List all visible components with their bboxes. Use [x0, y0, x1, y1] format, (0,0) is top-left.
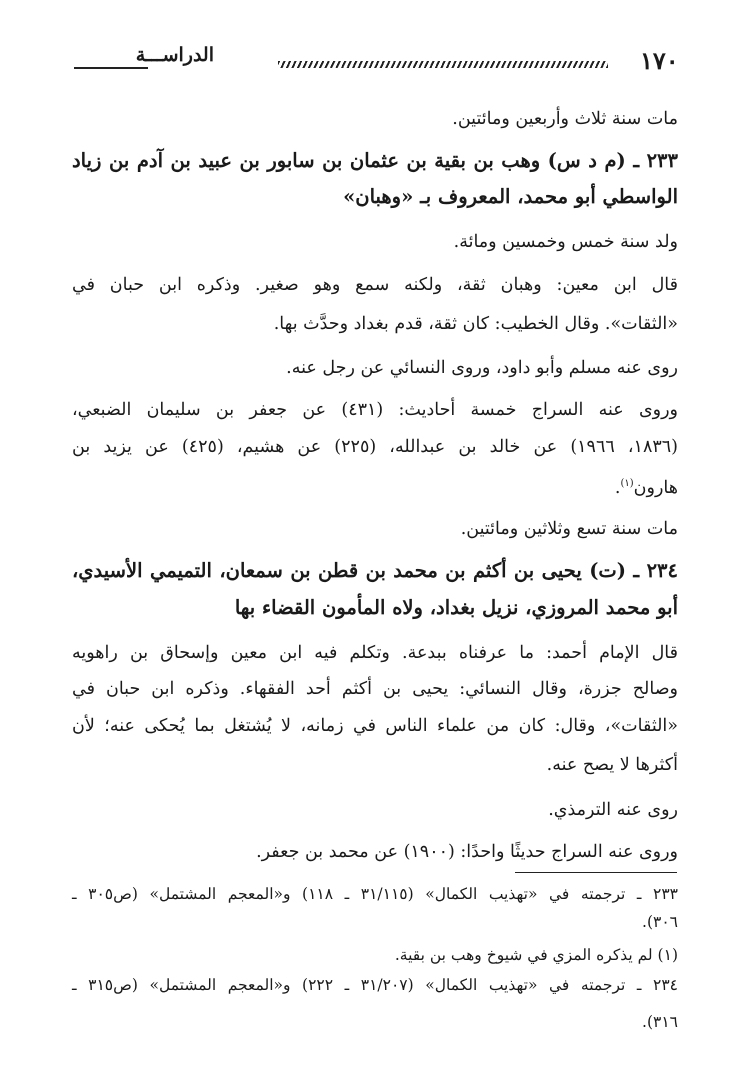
body-line-4: ولد سنة خمس وخمسين ومائة.	[453, 232, 678, 252]
entry-233-heading-line-1: ٢٣٣ ـ (م د س) وهب بن بقية بن عثمان بن سابور بن عبيد بن آدم بن زياد	[72, 149, 678, 172]
body-line-7: روى عنه مسلم وأبو داود، وروى النسائي عن رجل عنه.	[286, 358, 678, 378]
body-line-9: (١٨٣٦، ١٩٦٦) عن خالد بن عبدالله، (٢٢٥) عن هشيم، (٤٢٥) عن يزيد بن	[72, 437, 678, 457]
running-title: الدراســـة	[135, 44, 214, 66]
footnote-233-line-2: ٣٠٦).	[642, 913, 678, 931]
body-line-11: مات سنة تسع وثلاثين ومائتين.	[460, 519, 678, 539]
footnote-234-line-2: ٣١٦).	[642, 1013, 678, 1031]
footnote-233-line-1: ٢٣٣ ـ ترجمته في «تهذيب الكمال» (٣١/١١٥ ـ ١١٨) و«المعجم المشتمل» (ص٣٠٥ ـ	[72, 885, 678, 903]
body-line-19: وروى عنه السراج حديثًا واحدًا: (١٩٠٠) عن محمد بن جعفر.	[256, 842, 678, 862]
body-line-16: «الثقات»، وقال: كان من علماء الناس في زمانه، لا يُشتغل بما يُحكى عنه؛ لأن	[72, 716, 678, 736]
running-title-underline	[74, 67, 148, 69]
entry-234-heading-line-2: أبو محمد المروزي، نزيل بغداد، ولاه المأمون القضاء بها	[234, 596, 678, 619]
body-line-17: أكثرها لا يصح عنه.	[546, 755, 678, 775]
page-number: ١٧٠	[640, 46, 679, 75]
footnote-1: (١) لم يذكره المزي في شيوخ وهب بن بقية.	[394, 946, 678, 964]
body-line-1: مات سنة ثلاث وأربعين ومائتين.	[452, 109, 678, 129]
body-line-6: «الثقات». وقال الخطيب: كان ثقة، قدم بغداد وحدَّث بها.	[273, 314, 678, 334]
body-line-14: قال الإمام أحمد: ما عرفناه ببدعة. وتكلم فيه ابن معين وإسحاق بن راهويه	[72, 643, 678, 663]
body-line-5: قال ابن معين: وهبان ثقة، ولكنه سمع وهو صغير. وذكره ابن حبان في	[72, 275, 678, 295]
body-line-15: وصالح جزرة، وقال النسائي: يحيى بن أكثم أحد الفقهاء. وذكره ابن حبان في	[72, 679, 678, 699]
footnote-234-line-1: ٢٣٤ ـ ترجمته في «تهذيب الكمال» (٣١/٢٠٧ ـ ٢٢٢) و«المعجم المشتمل» (ص٣١٥ ـ	[72, 976, 678, 994]
line-end-period: .	[614, 477, 621, 498]
body-line-8: وروى عنه السراج خمسة أحاديث: (٤٣١) عن جعفر بن سليمان الضبعي،	[72, 400, 678, 420]
word-harun: هارون	[633, 477, 678, 498]
body-line-18: روى عنه الترمذي.	[548, 800, 678, 820]
footnote-marker-1: (١)	[620, 478, 634, 489]
footnote-separator	[515, 872, 677, 873]
entry-234-heading-line-1: ٢٣٤ ـ (ت) يحيى بن أكثم بن محمد بن قطن بن سمعان، التميمي الأسيدي،	[72, 559, 678, 582]
entry-233-heading-line-2: الواسطي أبو محمد، المعروف بـ «وهبان»	[343, 185, 678, 208]
body-line-10	[615, 470, 678, 502]
header-hatched-rule	[278, 61, 608, 68]
